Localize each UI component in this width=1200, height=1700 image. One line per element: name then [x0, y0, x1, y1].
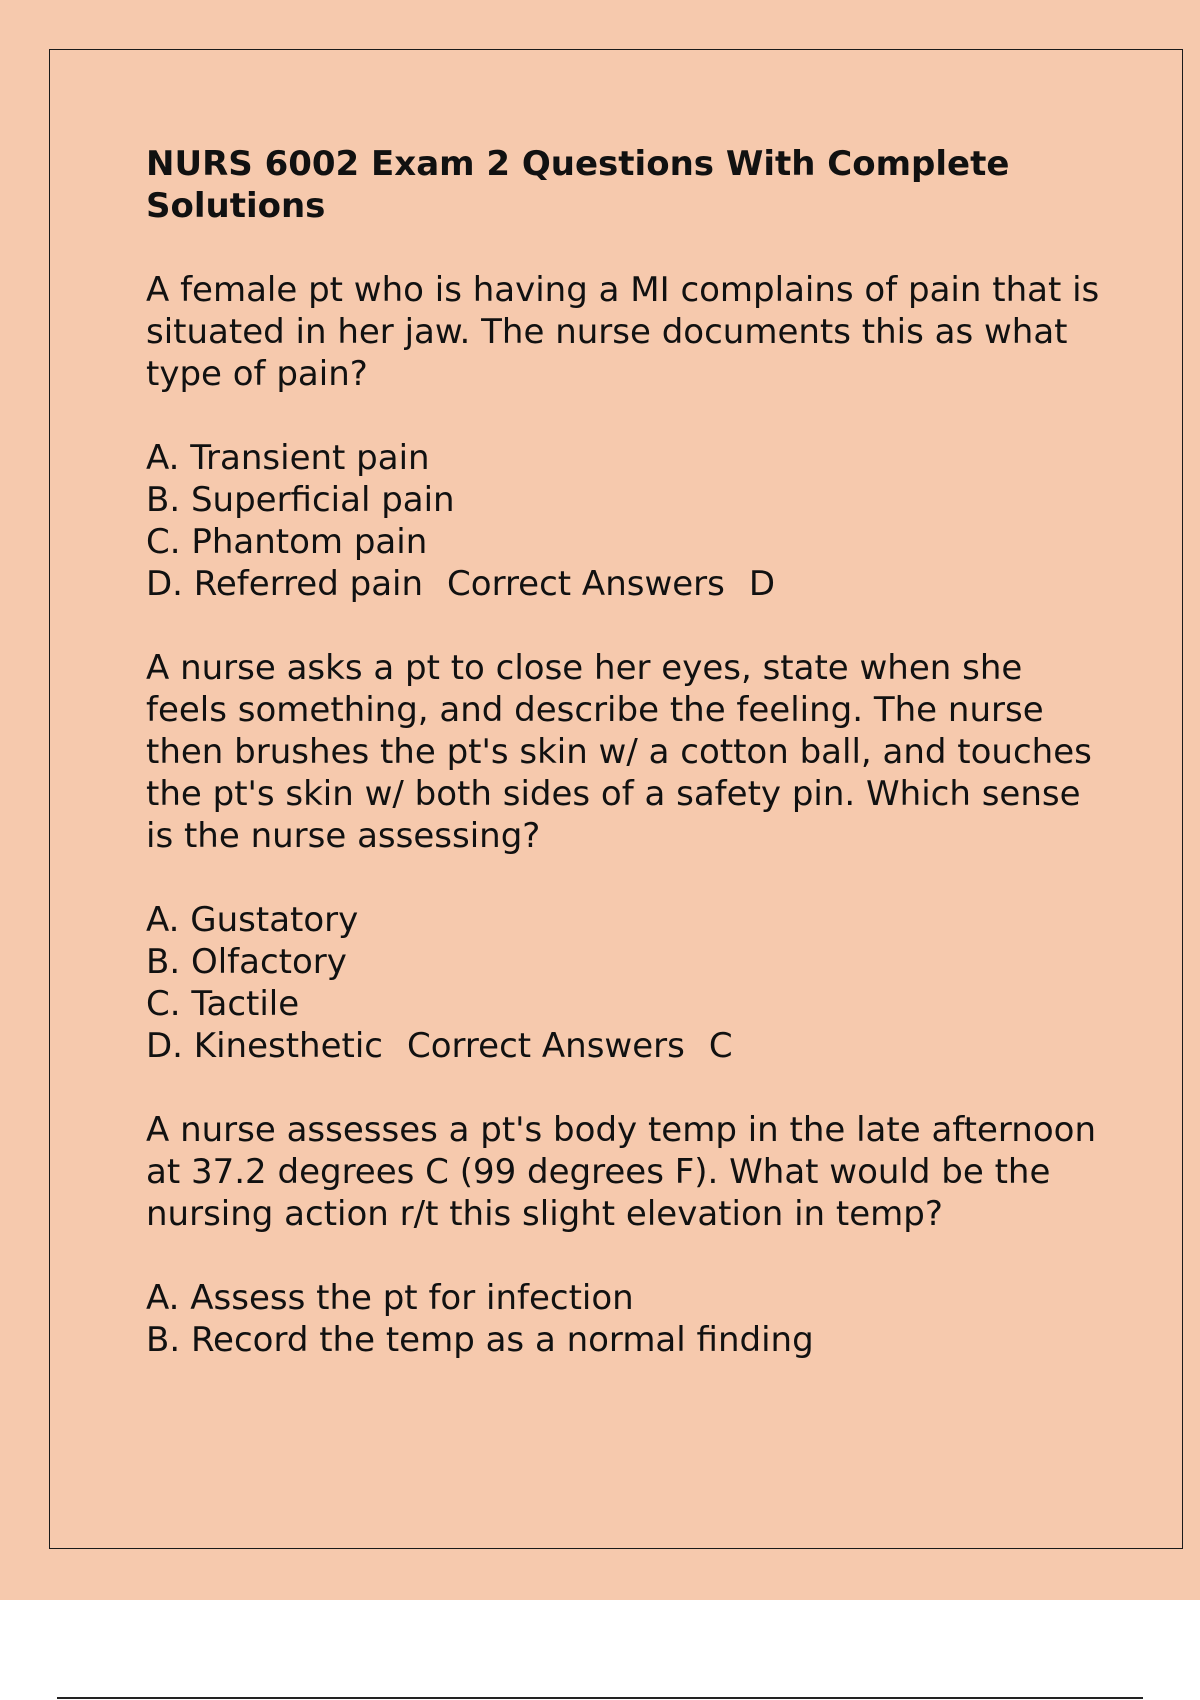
question-3 [146, 1109, 1106, 1361]
option-d: D. Kinesthetic [146, 1026, 383, 1066]
option-b: B. Olfactory [146, 942, 347, 982]
question-text: A nurse asks a pt to close her eyes, state when she feels something, and describe the feeling. The nurse then brushes the pt's skin w/ a cotton ball, and touches the pt's skin w/ both sides of a safety pin. Which sense is the nurse assessing? [146, 648, 1092, 856]
document-content [146, 143, 1106, 1403]
option-b: B. Record the temp as a normal finding [146, 1320, 814, 1360]
option-d-with-answer [146, 1025, 1106, 1067]
question-2 [146, 647, 1106, 1067]
option-b: B. Superficial pain [146, 480, 455, 520]
answer-label: Correct Answers [407, 1026, 685, 1066]
question-text: A nurse assesses a pt's body temp in the late afternoon at 37.2 degrees C (99 degrees F). What would be the nursing action r/t this slight elevation in temp? [146, 1110, 1096, 1234]
question-1 [146, 269, 1106, 605]
answer-label: Correct Answers [447, 564, 725, 604]
option-a: A. Transient pain [146, 438, 430, 478]
footer-divider [57, 1697, 1143, 1699]
document-title: NURS 6002 Exam 2 Questions With Complete Solutions [146, 144, 1010, 226]
option-a: A. Assess the pt for infection [146, 1278, 634, 1318]
option-c: C. Tactile [146, 984, 300, 1024]
correct-answer: C [708, 1026, 733, 1066]
option-d: D. Referred pain [146, 564, 424, 604]
correct-answer: D [748, 564, 776, 604]
option-d-with-answer [146, 563, 1106, 605]
option-c: C. Phantom pain [146, 522, 428, 562]
question-text: A female pt who is having a MI complains of pain that is situated in her jaw. The nurse documents this as what type of pain? [146, 270, 1100, 394]
option-a: A. Gustatory [146, 900, 359, 940]
